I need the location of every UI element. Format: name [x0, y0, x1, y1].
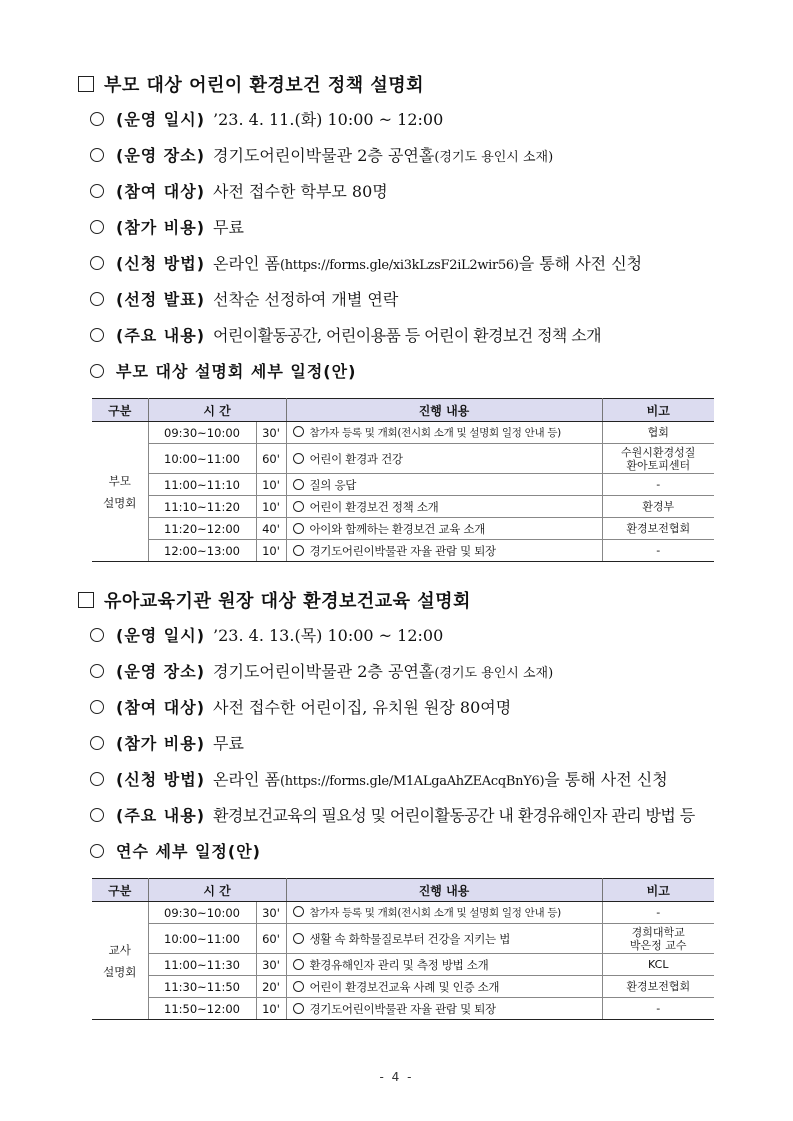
duration-cell: 10': [256, 540, 286, 562]
bullet-item: [78, 690, 718, 726]
item-value: 사전 접수한 어린이집, 유치원 원장 80여명: [213, 698, 512, 717]
item-value-after: 을 통해 사전 신청: [544, 770, 668, 789]
duration-cell: 20': [256, 976, 286, 998]
item-value-after: 을 통해 사전 신청: [518, 254, 643, 273]
time-cell: 11:10~11:20: [148, 496, 256, 518]
bullet-item: [78, 318, 718, 354]
content-text: 참가자 등록 및 개회(전시회 소개 및 설명회 일정 안내 등): [309, 427, 561, 439]
column-header: 비고: [602, 399, 714, 422]
bullet-item: [78, 654, 718, 690]
item-label: (선정 발표): [116, 290, 206, 309]
note-cell: 경희대학교 박은정 교수: [602, 924, 714, 954]
schedule-title: 연수 세부 일정(안): [116, 842, 261, 861]
column-header: 구분: [92, 399, 148, 422]
time-cell: 10:00~11:00: [148, 924, 256, 954]
item-label: (운영 장소): [116, 146, 206, 165]
content-text: 참가자 등록 및 개회(전시회 소개 및 설명회 일정 안내 등): [309, 907, 561, 919]
circle-bullet-icon: [293, 426, 304, 437]
duration-cell: 30': [256, 902, 286, 924]
item-label: (운영 일시): [116, 626, 206, 645]
item-value: 무료: [213, 734, 244, 753]
form-link: (https://forms.gle/M1ALgaAhZEAcqBnY6): [279, 774, 545, 789]
circle-bullet-icon: [90, 700, 104, 714]
item-label: (주요 내용): [116, 806, 206, 825]
item-label: (참가 비용): [116, 218, 206, 237]
note-cell: -: [602, 540, 714, 562]
duration-cell: 10': [256, 998, 286, 1020]
circle-bullet-icon: [90, 112, 104, 126]
content-text: 아이와 함께하는 환경보건 교육 소개: [309, 521, 486, 536]
time-cell: 09:30~10:00: [148, 902, 256, 924]
parent-schedule-table: [92, 398, 714, 562]
bullet-item: [78, 102, 718, 138]
bullet-item: [78, 282, 718, 318]
circle-bullet-icon: [293, 981, 304, 992]
column-header: 비고: [602, 879, 714, 902]
bullet-item: [78, 174, 718, 210]
bullet-item: [78, 618, 718, 654]
section1-items: [78, 102, 718, 390]
teacher-schedule-table: [92, 878, 714, 1020]
column-header: 진행 내용: [286, 879, 602, 902]
bullet-item: [78, 210, 718, 246]
time-cell: 10:00~11:00: [148, 444, 256, 474]
section-parent-briefing: [78, 72, 718, 100]
circle-bullet-icon: [293, 1003, 304, 1014]
page-number: - 4 -: [379, 1070, 414, 1084]
item-label: (신청 방법): [116, 254, 206, 273]
duration-cell: 40': [256, 518, 286, 540]
schedule-heading: [78, 834, 718, 870]
circle-bullet-icon: [293, 453, 304, 464]
bullet-item: [78, 246, 718, 282]
time-cell: 12:00~13:00: [148, 540, 256, 562]
duration-cell: 30': [256, 422, 286, 444]
circle-bullet-icon: [90, 256, 104, 270]
circle-bullet-icon: [293, 959, 304, 970]
circle-bullet-icon: [90, 628, 104, 642]
item-label: (참여 대상): [116, 182, 206, 201]
time-cell: 11:00~11:30: [148, 954, 256, 976]
content-cell: [286, 540, 602, 562]
note-cell: -: [602, 474, 714, 496]
note-cell: KCL: [602, 954, 714, 976]
note-cell: -: [602, 902, 714, 924]
table-row: [92, 496, 714, 518]
item-label: (참가 비용): [116, 734, 206, 753]
circle-bullet-icon: [293, 906, 304, 917]
content-text: 경기도어린이박물관 자율 관람 및 퇴장: [309, 1001, 496, 1016]
schedule-title: 부모 대상 설명회 세부 일정(안): [116, 362, 357, 381]
circle-bullet-icon: [293, 523, 304, 534]
checkbox-square-icon: [78, 592, 94, 608]
time-cell: 11:00~11:10: [148, 474, 256, 496]
circle-bullet-icon: [293, 501, 304, 512]
group-label-cell: 부모 설명회: [92, 422, 148, 562]
circle-bullet-icon: [90, 184, 104, 198]
group-label-cell: 교사 설명회: [92, 902, 148, 1020]
table-row: [92, 474, 714, 496]
content-text: 경기도어린이박물관 자율 관람 및 퇴장: [309, 543, 496, 558]
note-cell: 환경보전협회: [602, 518, 714, 540]
circle-bullet-icon: [90, 220, 104, 234]
item-value: 온라인 폼: [213, 254, 280, 273]
duration-cell: 10': [256, 474, 286, 496]
circle-bullet-icon: [90, 292, 104, 306]
column-header: 진행 내용: [286, 399, 602, 422]
note-cell: 협회: [602, 422, 714, 444]
circle-bullet-icon: [90, 328, 104, 342]
content-cell: [286, 924, 602, 954]
item-label: (운영 일시): [116, 110, 206, 129]
note-cell: 수원시환경성질 환아토피센터: [602, 444, 714, 474]
time-cell: 11:30~11:50: [148, 976, 256, 998]
table-row: [92, 518, 714, 540]
content-cell: [286, 474, 602, 496]
content-text: 어린이 환경과 건강: [309, 451, 403, 466]
table-row: [92, 924, 714, 954]
table-row: [92, 998, 714, 1020]
content-text: 질의 응답: [309, 477, 357, 492]
bullet-item: [78, 762, 718, 798]
column-header: 구분: [92, 879, 148, 902]
duration-cell: 10': [256, 496, 286, 518]
location-note: (경기도 용인시 소재): [434, 150, 554, 165]
item-value: 어린이활동공간, 어린이용품 등 어린이 환경보건 정책 소개: [213, 326, 601, 345]
duration-cell: 30': [256, 954, 286, 976]
table-row: [92, 902, 714, 924]
circle-bullet-icon: [90, 808, 104, 822]
duration-cell: 60': [256, 924, 286, 954]
content-text: 생활 속 화학물질로부터 건강을 지키는 법: [309, 931, 511, 946]
time-cell: 09:30~10:00: [148, 422, 256, 444]
content-text: 어린이 환경보건 정책 소개: [309, 499, 439, 514]
table-row: [92, 444, 714, 474]
circle-bullet-icon: [293, 479, 304, 490]
content-text: 어린이 환경보건교육 사례 및 인증 소개: [309, 979, 500, 994]
bullet-item: [78, 726, 718, 762]
content-text: 환경유해인자 관리 및 측정 방법 소개: [309, 957, 489, 972]
circle-bullet-icon: [90, 364, 104, 378]
form-link: (https://forms.gle/xi3kLzsF2iL2wir56): [279, 258, 519, 273]
content-cell: [286, 998, 602, 1020]
duration-cell: 60': [256, 444, 286, 474]
bullet-item: [78, 798, 718, 834]
content-cell: [286, 976, 602, 998]
circle-bullet-icon: [90, 664, 104, 678]
circle-bullet-icon: [293, 933, 304, 944]
item-value: ’23. 4. 13.(목) 10:00 ~ 12:00: [213, 626, 444, 645]
table-row: [92, 954, 714, 976]
time-cell: 11:50~12:00: [148, 998, 256, 1020]
item-label: (운영 장소): [116, 662, 206, 681]
note-cell: 환경보전협회: [602, 976, 714, 998]
location-note: (경기도 용인시 소재): [434, 666, 554, 681]
item-label: (신청 방법): [116, 770, 206, 789]
column-header: 시 간: [148, 399, 286, 422]
circle-bullet-icon: [90, 844, 104, 858]
schedule-heading: [78, 354, 718, 390]
note-cell: 환경부: [602, 496, 714, 518]
circle-bullet-icon: [293, 545, 304, 556]
content-cell: [286, 496, 602, 518]
circle-bullet-icon: [90, 772, 104, 786]
checkbox-square-icon: [78, 76, 94, 92]
content-cell: [286, 422, 602, 444]
table-row: [92, 422, 714, 444]
item-value: ’23. 4. 11.(화) 10:00 ~ 12:00: [213, 110, 444, 129]
item-value: 온라인 폼: [213, 770, 280, 789]
circle-bullet-icon: [90, 736, 104, 750]
item-value: 선착순 선정하여 개별 연락: [213, 290, 399, 309]
section-title: 부모 대상 어린이 환경보건 정책 설명회: [78, 72, 718, 100]
table-row: [92, 540, 714, 562]
item-label: (참여 대상): [116, 698, 206, 717]
column-header: 시 간: [148, 879, 286, 902]
item-value: 경기도어린이박물관 2층 공연홀: [213, 662, 435, 681]
note-cell: -: [602, 998, 714, 1020]
content-cell: [286, 518, 602, 540]
table-row: [92, 976, 714, 998]
item-value: 환경보건교육의 필요성 및 어린이활동공간 내 환경유해인자 관리 방법 등: [213, 806, 695, 825]
circle-bullet-icon: [90, 148, 104, 162]
content-cell: [286, 954, 602, 976]
section-director-briefing: [78, 588, 718, 616]
time-cell: 11:20~12:00: [148, 518, 256, 540]
content-cell: [286, 902, 602, 924]
item-value: 경기도어린이박물관 2층 공연홀: [213, 146, 435, 165]
section-title: 유아교육기관 원장 대상 환경보건교육 설명회: [78, 588, 718, 616]
item-value: 사전 접수한 학부모 80명: [213, 182, 388, 201]
item-label: (주요 내용): [116, 326, 206, 345]
bullet-item: [78, 138, 718, 174]
item-value: 무료: [213, 218, 244, 237]
content-cell: [286, 444, 602, 474]
section2-items: [78, 618, 718, 870]
